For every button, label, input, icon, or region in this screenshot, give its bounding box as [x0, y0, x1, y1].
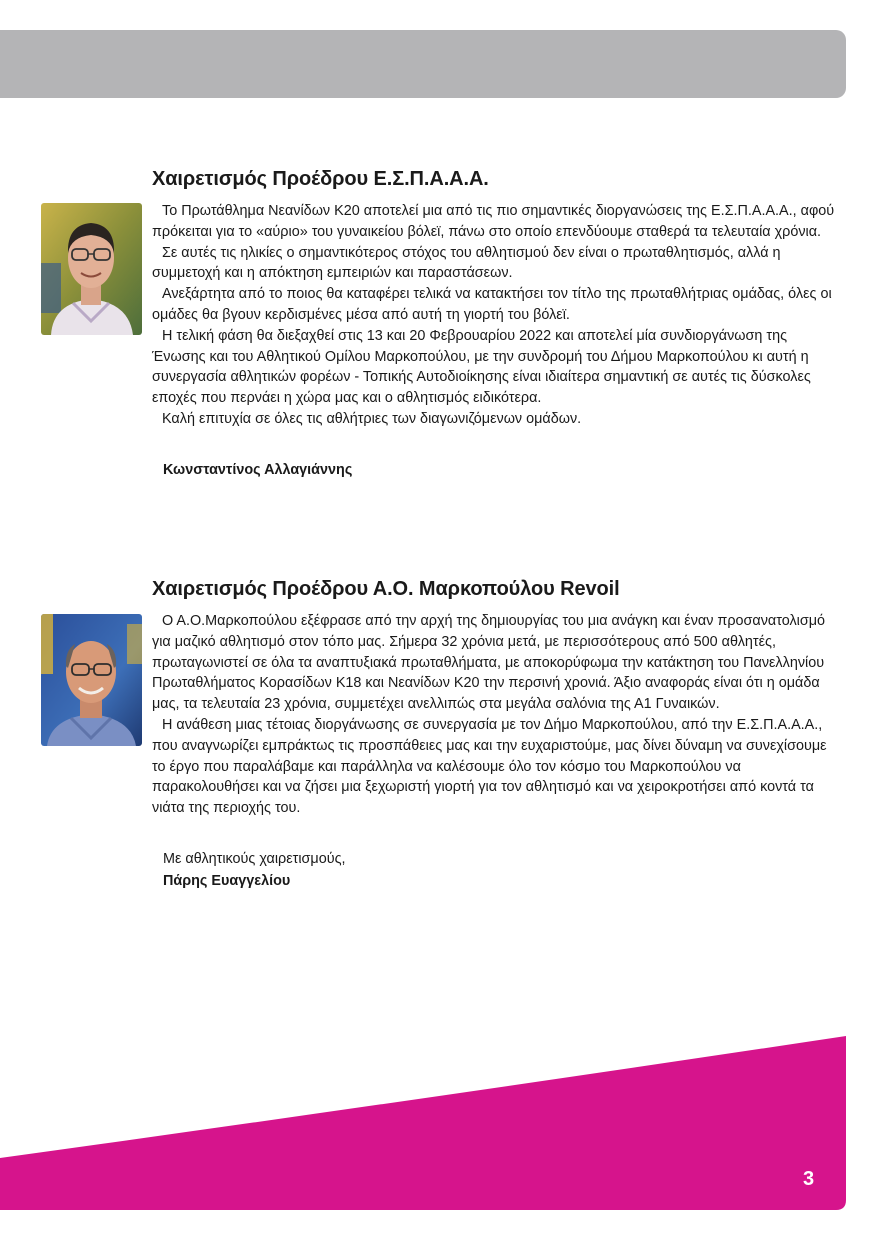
- closing-line: Με αθλητικούς χαιρετισμούς,: [163, 851, 346, 867]
- footer-accent-shape: [0, 1030, 877, 1241]
- greeting-body: [152, 611, 842, 819]
- paragraph: Ανεξάρτητα από το ποιος θα καταφέρει τελικά να κατακτήσει τον τίτλο της πρωταθλήτριας ομάδας, όλες οι ομάδες θα βγουν κερδισμένες μέσα από αυτή τη γιορτή του βόλεϊ.: [152, 286, 832, 323]
- page-number: 3: [803, 1168, 815, 1190]
- signature: Κωνσταντίνος Αλλαγιάννης: [163, 462, 353, 478]
- portrait-photo: [41, 203, 142, 335]
- greeting-title: Χαιρετισμός Προέδρου Ε.Σ.Π.Α.Α.Α.: [152, 168, 489, 190]
- greeting-body: [152, 201, 842, 430]
- header-bar: [0, 30, 846, 98]
- greeting-title: Χαιρετισμός Προέδρου Α.Ο. Μαρκοπούλου Revoil: [152, 578, 620, 600]
- paragraph: Η ανάθεση μιας τέτοιας διοργάνωσης σε συνεργασία με τον Δήμο Μαρκοπούλου, από την Ε.Σ.Π.Α.Α.Α., που αναγνωρίζει εμπράκτως τις προσπάθειες μας και την ευχαριστούμε, μας δίνει δύναμη να συνεχίσουμε το έργο που παραλάβαμε και παράλληλα να καλέσουμε όλο τον κόσμο του Μαρκοπούλου να παρακολουθήσει και να ζήσει μια ξεχωριστή γιορτή για τον αθλητισμό και να χειροκροτήσει από κοντά τα νιάτα της περιοχής του.: [152, 716, 827, 817]
- paragraph: Το Πρωτάθλημα Νεανίδων Κ20 αποτελεί μια από τις πιο σημαντικές διοργανώσεις της Ε.Σ.Π.Α.Α.Α., αφού πρόκειται για το «αύριο» του γυναικείου βόλεϊ, πάνω στο οποίο επενδύουμε σταθερά τα τελευταία χρόνια.: [152, 203, 835, 240]
- paragraph: Καλή επιτυχία σε όλες τις αθλήτριες των διαγωνιζόμενων ομάδων.: [162, 410, 582, 427]
- paragraph: Σε αυτές τις ηλικίες ο σημαντικότερος στόχος του αθλητισμού δεν είναι ο πρωταθλητισμός, αλλά η συμμετοχή και η απόκτηση εμπειριών και παραστάσεων.: [152, 244, 781, 282]
- paragraph: Ο Α.Ο.Μαρκοπούλου εξέφρασε από την αρχή της δημιουργίας του μια ανάγκη και έναν προσανατολισμό για μαζικό αθλητισμό στον τόπο μας. Σήμερα 32 χρόνια μετά, με περισσότερους από 500 αθλητές, πρωταγωνιστεί σε όλα τα αναπτυξιακά πρωταθλήματα, με αποκορύφωμα την κατάκτηση του Πανελληνίου Πρωταθλήματος Κορασίδων Κ18 και Νεανίδων Κ20 την περσινή χρονιά. Άξιο αναφοράς είναι ότι η ομάδα μας, τα τελευταία 23 χρόνια, συμμετέχει ανελλιπώς στα μεγάλα σαλόνια της Α1 Γυναικών.: [152, 613, 826, 713]
- signature: Πάρης Ευαγγελίου: [163, 873, 291, 889]
- portrait-photo: [41, 614, 142, 746]
- paragraph: Η τελική φάση θα διεξαχθεί στις 13 και 20 Φεβρουαρίου 2022 και αποτελεί μία συνδιοργάνωση της Ένωσης και του Αθλητικού Ομίλου Μαρκοπούλου, με την συνδρομή του Δήμου Μαρκοπούλου κι αυτή η συνεργασία αθλητικών φορέων - Τοπικής Αυτοδιοίκησης είναι ιδιαίτερα σημαντική σε αυτές τις δύσκολες εποχές που περνάει η χώρα μας και ο αθλητισμός ειδικότερα.: [152, 327, 811, 407]
